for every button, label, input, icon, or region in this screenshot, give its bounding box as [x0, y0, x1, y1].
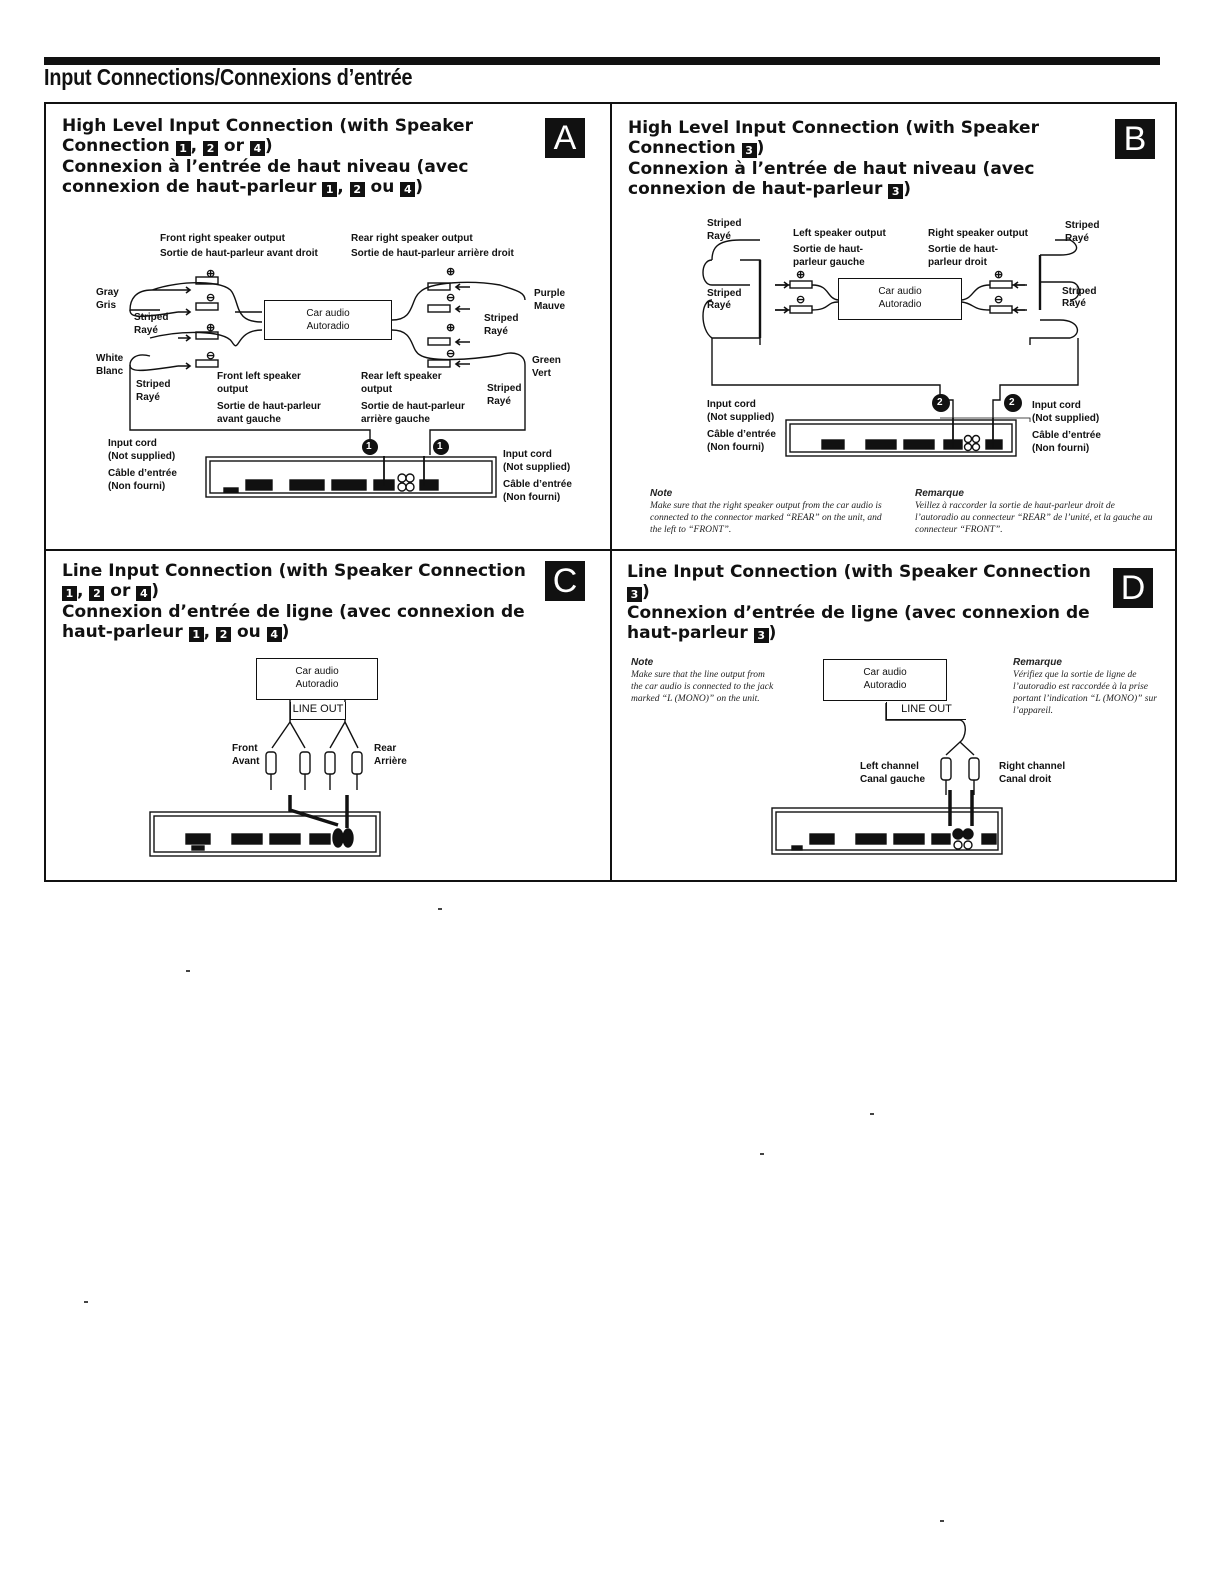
- label-raye: Rayé: [707, 300, 731, 311]
- label-non-fourni: (Non fourni): [108, 481, 166, 492]
- label-input-cord: Input cord: [503, 449, 552, 460]
- label-striped: Striped: [707, 218, 742, 229]
- marker-2-right: 2: [1009, 397, 1015, 408]
- label-gray: Gray: [96, 287, 119, 298]
- panel-d-badge: D: [1113, 568, 1153, 608]
- minus-symbol: ⊖: [206, 350, 216, 362]
- panel-b-title-en: High Level Input Connection (with Speaker Connection 3 ): [628, 118, 1039, 158]
- scan-speck: [760, 1153, 764, 1155]
- label-raye: Rayé: [484, 326, 508, 337]
- label-front-right: Front right speaker output: [160, 233, 285, 244]
- label-front-left-2: output: [217, 384, 249, 395]
- label-raye: Rayé: [136, 392, 160, 403]
- panel-a-title-fr: Connexion à l’entrée de haut niveau (avec connexion de haut-parleur 1 , 2 ou 4 ): [62, 157, 469, 197]
- panel-a-title-en: High Level Input Connection (with Speaker Connection 1 , 2 or 4 ): [62, 116, 473, 156]
- label-not-supplied: (Not supplied): [503, 462, 571, 473]
- label-striped: Striped: [707, 288, 742, 299]
- label-not-supplied: (Not supplied): [1032, 413, 1100, 424]
- label-arriere: Arrière: [374, 756, 407, 767]
- label-canal-gauche: Canal gauche: [860, 774, 926, 785]
- panel-d-title-fr: Connexion d’entrée de ligne (avec connexion de haut-parleur 3 ): [627, 603, 1090, 643]
- label-raye: Rayé: [707, 231, 731, 242]
- label-cable: Câble d’entrée: [707, 429, 776, 440]
- label-left-out-fr: Sortie de haut-: [793, 244, 864, 255]
- page-title: Input Connections/Connexions d’entrée: [44, 64, 413, 90]
- label-non-fourni: (Non fourni): [707, 442, 765, 453]
- label-mauve: Mauve: [534, 301, 566, 312]
- label-purple: Purple: [534, 288, 566, 299]
- label-green: Green: [532, 355, 561, 366]
- minus-symbol: ⊖: [994, 294, 1004, 306]
- label-rear: Rear: [374, 743, 397, 754]
- minus-symbol: ⊖: [206, 292, 216, 304]
- marker-1-right: 1: [437, 441, 443, 452]
- scan-speck: [186, 970, 190, 972]
- label-not-supplied: (Not supplied): [108, 451, 176, 462]
- label-non-fourni: (Non fourni): [1032, 443, 1090, 454]
- label-blanc: Blanc: [96, 366, 124, 377]
- scan-speck: [84, 1301, 88, 1303]
- car-audio-box-d: Car audio Autoradio: [823, 659, 947, 701]
- label-input-cord: Input cord: [1032, 400, 1081, 411]
- scan-speck: [870, 1113, 874, 1115]
- label-non-fourni: (Non fourni): [503, 492, 561, 503]
- panel-b-title-fr: Connexion à l’entrée de haut niveau (avec connexion de haut-parleur 3 ): [628, 159, 1035, 199]
- label-right-speaker-output: Right speaker output: [928, 228, 1029, 239]
- label-cable: Câble d’entrée: [1032, 430, 1101, 441]
- plus-symbol: ⊕: [446, 322, 456, 334]
- panel-c-badge: C: [545, 561, 585, 601]
- panel-b-badge: B: [1115, 119, 1155, 159]
- label-front: Front: [232, 743, 258, 754]
- marker-2-left: 2: [937, 397, 943, 408]
- label-cable: Câble d’entrée: [108, 468, 177, 479]
- plus-symbol: ⊕: [796, 269, 806, 281]
- label-right-out-fr-2: parleur droit: [928, 257, 987, 268]
- car-audio-box-a: Car audio Autoradio: [264, 300, 392, 340]
- label-left-speaker-output: Left speaker output: [793, 228, 886, 239]
- plus-symbol: ⊕: [446, 266, 456, 278]
- car-audio-box-b: Car audio Autoradio: [838, 278, 962, 320]
- label-right-channel: Right channel: [999, 761, 1066, 772]
- scan-speck: [940, 1520, 944, 1522]
- label-front-right-fr: Sortie de haut-parleur avant droit: [160, 248, 318, 259]
- label-white: White: [96, 353, 124, 364]
- label-vert: Vert: [532, 368, 551, 379]
- note-d: Note Make sure that the line output from the car audio is connected to the jack marked “L (MONO)” on the unit.: [631, 657, 774, 704]
- marker-1-left: 1: [366, 441, 372, 452]
- label-cable: Câble d’entrée: [503, 479, 572, 490]
- label-raye: Rayé: [487, 396, 511, 407]
- label-input-cord: Input cord: [707, 399, 756, 410]
- minus-symbol: ⊖: [446, 348, 456, 360]
- label-right-out-fr: Sortie de haut-: [928, 244, 999, 255]
- label-striped: Striped: [134, 312, 169, 323]
- label-avant: Avant: [232, 756, 260, 767]
- label-striped: Striped: [136, 379, 171, 390]
- line-out-label-c: LINE OUT: [290, 702, 346, 720]
- label-left-out-fr-2: parleur gauche: [793, 257, 865, 268]
- label-rear-left-fr: Sortie de haut-parleur: [361, 401, 465, 412]
- label-striped: Striped: [1065, 220, 1100, 231]
- plus-symbol: ⊕: [206, 268, 216, 280]
- panel-a-badge: A: [545, 118, 585, 158]
- label-striped: Striped: [487, 383, 522, 394]
- car-audio-box-c: Car audio Autoradio: [256, 658, 378, 700]
- label-striped: Striped: [1062, 286, 1097, 297]
- label-rear-right: Rear right speaker output: [351, 233, 473, 244]
- label-rear-right-fr: Sortie de haut-parleur arrière droit: [351, 248, 514, 259]
- scan-speck: [438, 908, 442, 910]
- label-input-cord: Input cord: [108, 438, 157, 449]
- plus-symbol: ⊕: [206, 322, 216, 334]
- label-rear-left: Rear left speaker: [361, 371, 442, 382]
- panel-c-title-en: Line Input Connection (with Speaker Connection 1 , 2 or 4 ): [62, 561, 526, 601]
- label-not-supplied: (Not supplied): [707, 412, 775, 423]
- label-canal-droit: Canal droit: [999, 774, 1052, 785]
- label-gris: Gris: [96, 300, 117, 311]
- minus-symbol: ⊖: [446, 292, 456, 304]
- remarque-d: Remarque Vérifiez que la sortie de ligne de l’autoradio est raccordée à la prise portant l’indication “L (MONO)” sur l’appareil.: [1013, 657, 1157, 716]
- line-out-label-d: LINE OUT: [886, 702, 966, 720]
- panel-c-title-fr: Connexion d’entrée de ligne (avec connexion de haut-parleur 1 , 2 ou 4 ): [62, 602, 525, 642]
- note-b: Note Make sure that the right speaker output from the car audio is connected to the connector marked “REAR” on the unit, and the left to “FRONT”.: [650, 488, 882, 535]
- label-left-channel: Left channel: [860, 761, 919, 772]
- panel-d-title-en: Line Input Connection (with Speaker Connection 3 ): [627, 562, 1091, 602]
- label-front-left: Front left speaker: [217, 371, 301, 382]
- remarque-b: Remarque Veillez à raccorder la sortie de haut-parleur droit de l’autoradio au connecteur “REAR” de l’unité, et la gauche au connecteur “FRONT”.: [915, 488, 1153, 535]
- plus-symbol: ⊕: [994, 269, 1004, 281]
- label-raye: Rayé: [1062, 298, 1086, 309]
- label-front-left-fr-2: avant gauche: [217, 414, 281, 425]
- label-rear-left-fr-2: arrière gauche: [361, 414, 430, 425]
- label-raye: Rayé: [1065, 233, 1089, 244]
- label-rear-left-2: output: [361, 384, 393, 395]
- label-front-left-fr: Sortie de haut-parleur: [217, 401, 321, 412]
- label-raye: Rayé: [134, 325, 158, 336]
- minus-symbol: ⊖: [796, 294, 806, 306]
- label-striped: Striped: [484, 313, 519, 324]
